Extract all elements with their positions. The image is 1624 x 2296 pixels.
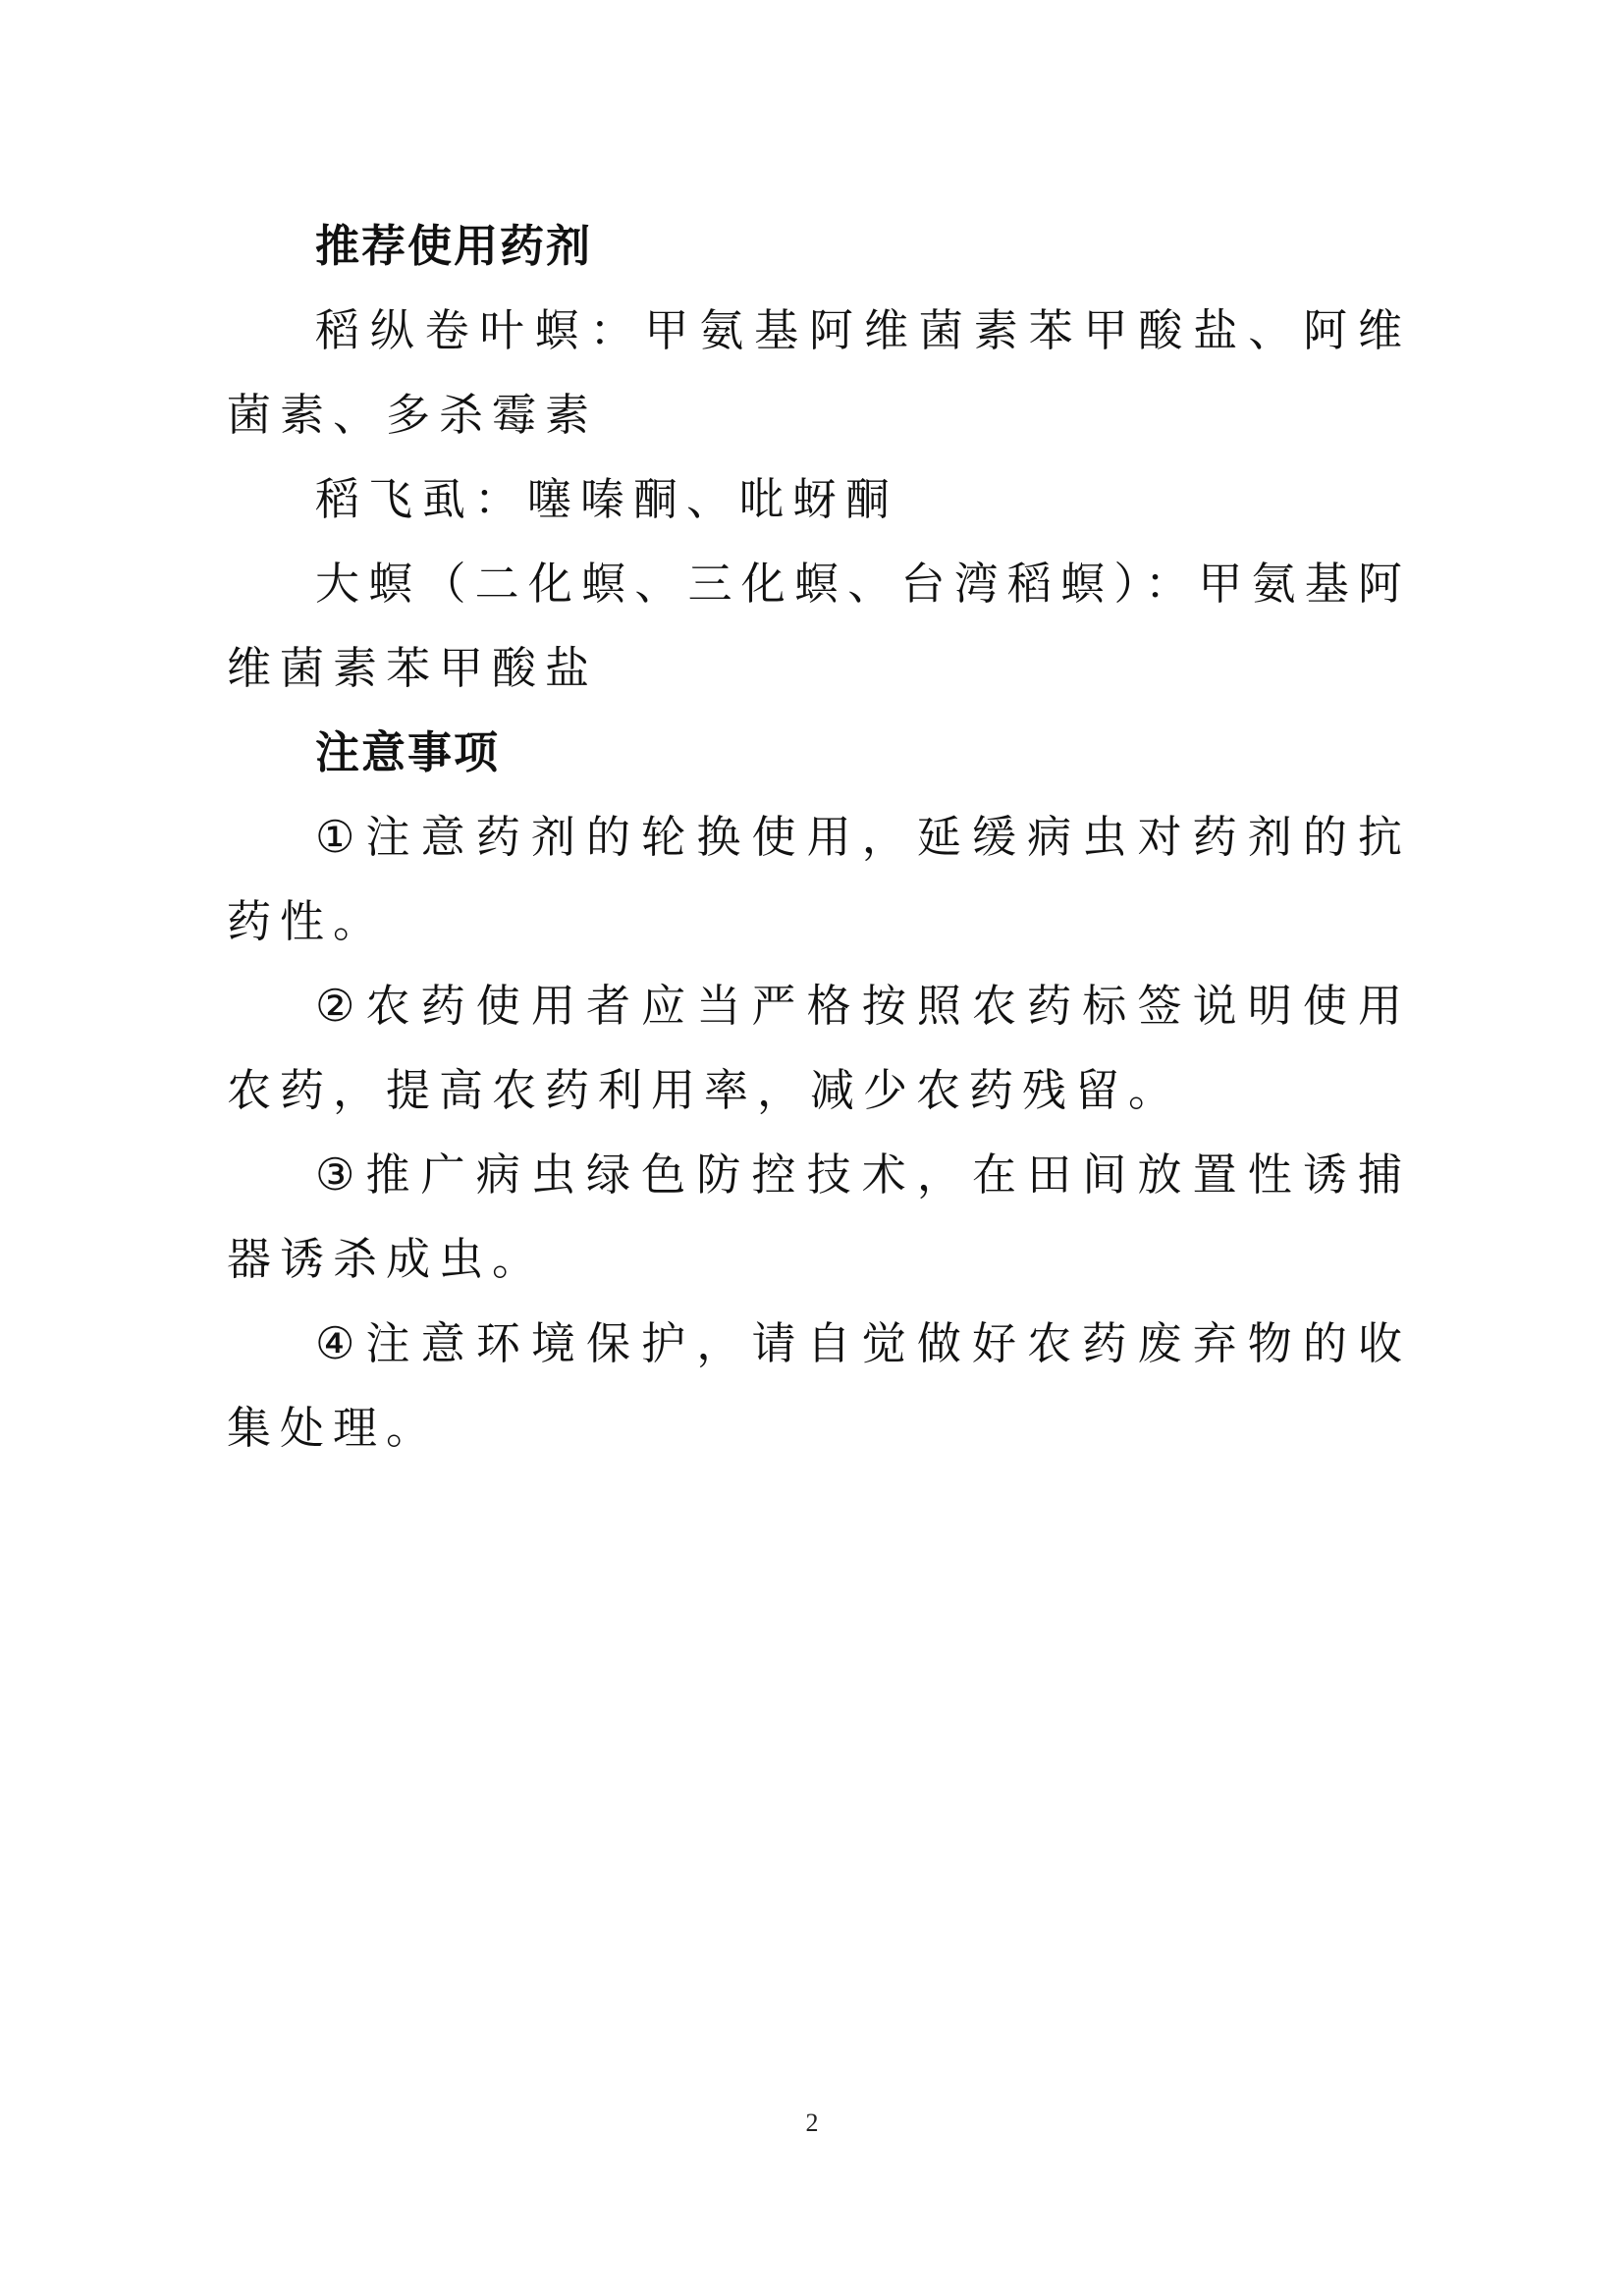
section-heading: 推荐使用药剂 xyxy=(315,220,593,272)
precaution-item-4: ④注意环境保护，请自觉做好农药废弃物的收集处理。 xyxy=(227,1317,1411,1454)
page-number: 2 xyxy=(805,2109,819,2137)
paragraph-rice-leaf-roller: 稻纵卷叶螟：甲氨基阿维菌素苯甲酸盐、阿维菌素、多杀霉素 xyxy=(227,304,1411,441)
section-recommended-pesticides xyxy=(227,204,1411,711)
paragraph-rice-planthopper: 稻飞虱：噻嗪酮、吡蚜酮 xyxy=(315,473,899,525)
paragraph-stem-borer: 大螟（二化螟、三化螟、台湾稻螟）：甲氨基阿维菌素苯甲酸盐 xyxy=(227,558,1411,694)
precaution-item-3: ③推广病虫绿色防控技术，在田间放置性诱捕器诱杀成虫。 xyxy=(227,1148,1411,1285)
precaution-item-1: ①注意药剂的轮换使用，延缓病虫对药剂的抗药性。 xyxy=(227,811,1411,947)
section-precautions xyxy=(227,711,1411,1470)
precaution-item-2: ②农药使用者应当严格按照农药标签说明使用农药，提高农药利用率，减少农药残留。 xyxy=(227,980,1411,1116)
page-body xyxy=(227,204,1411,1470)
section-heading: 注意事项 xyxy=(315,726,501,778)
